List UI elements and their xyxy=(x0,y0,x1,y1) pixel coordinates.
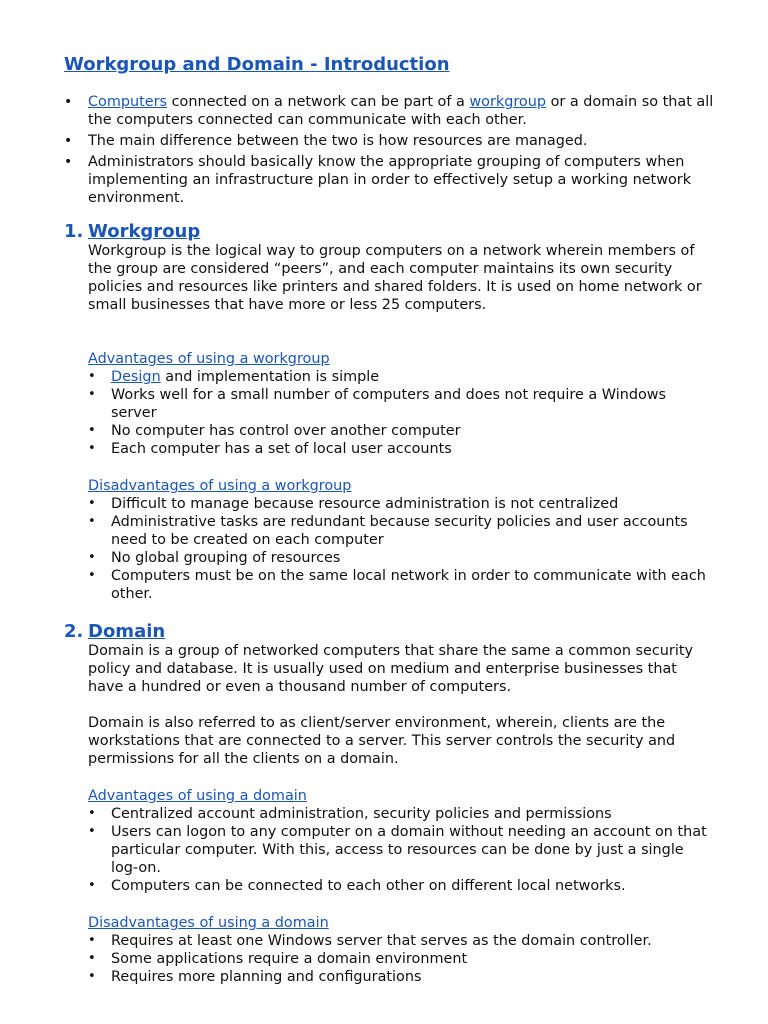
computers-link[interactable]: Computers xyxy=(88,94,168,110)
domain-advantages-list xyxy=(88,805,708,895)
domain-client-server: Domain is also referred to as client/server environment, wherein, clients are the workstations that are connected to a server. This server controls the security and permissions for all the clients on a domain. xyxy=(88,715,676,767)
list-item: • Design and implementation is simple xyxy=(88,368,708,386)
list-item: • Some applications require a domain environment xyxy=(88,950,708,968)
list-item: • Computers can be connected to each other on different local networks. xyxy=(88,877,708,895)
list-item: • Administrators should basically know the appropriate grouping of computers when implementing an infrastructure plan in order to effectively setup a working network environment. xyxy=(64,153,714,207)
domain-disadvantages-list xyxy=(88,932,708,986)
list-item: • Requires at least one Windows server that serves as the domain controller. xyxy=(88,932,708,950)
domain-disadvantages-title[interactable]: Disadvantages of using a domain xyxy=(88,915,329,931)
design-link[interactable]: Design xyxy=(111,369,161,385)
list-item: • No global grouping of resources xyxy=(88,549,708,567)
section-heading-domain: 2. Domain xyxy=(64,621,166,642)
list-item: • Works well for a small number of computers and does not require a Windows server xyxy=(88,386,708,422)
list-item: • Computers connected on a network can be part of a workgroup or a domain so that all the computers connected can communicate with each other. xyxy=(64,93,714,129)
list-item: • Each computer has a set of local user accounts xyxy=(88,440,708,458)
list-item: • Users can logon to any computer on a domain without needing an account on that particular computer. With this, access to resources can be done by just a single log-on. xyxy=(88,823,708,877)
workgroup-disadvantages xyxy=(88,477,708,603)
domain-advantages xyxy=(88,787,708,895)
domain-advantages-title[interactable]: Advantages of using a domain xyxy=(88,788,307,804)
intro-list xyxy=(64,93,714,210)
list-item: • Difficult to manage because resource administration is not centralized xyxy=(88,495,708,513)
list-item: • Requires more planning and configurations xyxy=(88,968,708,986)
list-item: • Centralized account administration, security policies and permissions xyxy=(88,805,708,823)
workgroup-advantages-list xyxy=(88,368,708,458)
workgroup-advantages-title[interactable]: Advantages of using a workgroup xyxy=(88,351,330,367)
workgroup-advantages xyxy=(88,350,708,458)
page-title: Workgroup and Domain - Introduction xyxy=(64,54,450,75)
workgroup-disadvantages-list xyxy=(88,495,708,603)
domain-disadvantages xyxy=(88,914,708,986)
domain-description: Domain is a group of networked computers that share the same a common security policy and database. It is usually used on medium and enterprise businesses that have a hundred or even a thousand number of computers. xyxy=(88,643,693,695)
list-item: • No computer has control over another computer xyxy=(88,422,708,440)
list-item: • Computers must be on the same local network in order to communicate with each other. xyxy=(88,567,708,603)
workgroup-disadvantages-title[interactable]: Disadvantages of using a workgroup xyxy=(88,478,352,494)
list-item: • The main difference between the two is how resources are managed. xyxy=(64,132,714,150)
list-item: • Administrative tasks are redundant because security policies and user accounts need to be created on each computer xyxy=(88,513,708,549)
workgroup-description: Workgroup is the logical way to group computers on a network wherein members of the group are considered “peers”, and each computer maintains its own security policies and resources like printers and shared folders. It is used on home network or small businesses that have more or less 25 computers. xyxy=(88,243,702,313)
workgroup-link[interactable]: workgroup xyxy=(469,94,546,110)
section-heading-workgroup: 1. Workgroup xyxy=(64,221,201,242)
